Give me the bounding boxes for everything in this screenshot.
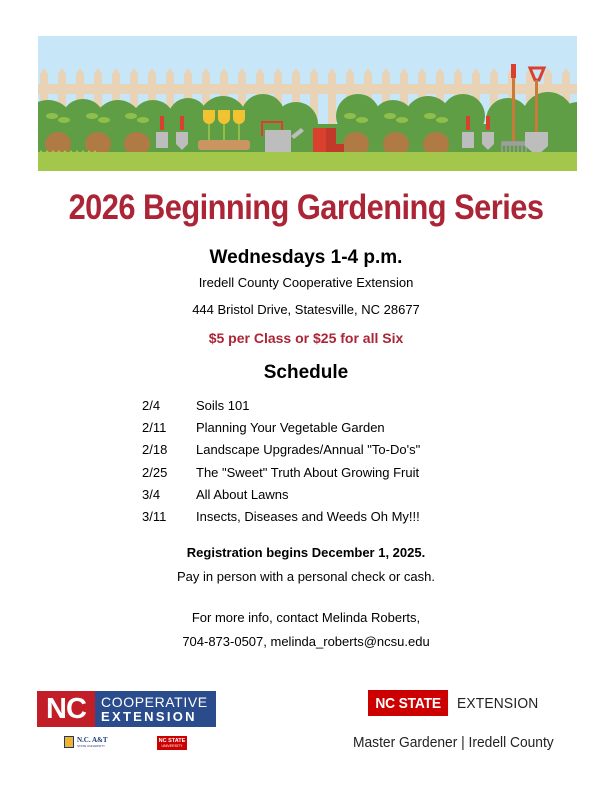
schedule-topic: Landscape Upgrades/Annual "To-Do's" <box>196 442 421 458</box>
schedule-topic: All About Lawns <box>196 486 289 502</box>
location-org: Iredell County Cooperative Extension <box>198 275 414 290</box>
schedule-item <box>142 416 482 438</box>
ncsu-small-line1: NC STATE <box>158 738 186 744</box>
schedule-date: 3/4 <box>142 486 161 502</box>
ncsu-small-line2: UNIVERSITY <box>161 744 183 748</box>
schedule-item <box>142 439 482 461</box>
extension-wordmark: EXTENSION <box>457 694 539 712</box>
price-info: $5 per Class or $25 for all Six <box>208 330 404 346</box>
schedule-date: 2/25 <box>142 464 168 480</box>
aggie-icon <box>64 736 74 748</box>
logo-cooperative-text: COOPERATIVE <box>101 693 208 710</box>
schedule-topic: Planning Your Vegetable Garden <box>196 419 385 435</box>
schedule-date: 2/18 <box>142 442 168 458</box>
payment-info: Pay in person with a personal check or cash. <box>177 569 435 584</box>
schedule-date: 2/4 <box>142 397 161 413</box>
nc-cooperative-extension-logo <box>37 691 216 727</box>
schedule-topic: The "Sweet" Truth About Growing Fruit <box>196 464 420 480</box>
nc-at-logo <box>64 736 108 748</box>
schedule-topic: Soils 101 <box>196 397 250 413</box>
aggie-name: N.C. A&T <box>77 735 108 744</box>
nc-state-extension-logo <box>368 690 546 716</box>
nc-state-university-logo <box>157 736 187 750</box>
contact-details: 704-873-0507, melinda_roberts@ncsu.edu <box>182 634 430 649</box>
class-time: Wednesdays 1-4 p.m. <box>209 247 403 268</box>
master-gardener-subtitle: Master Gardener | Iredell County <box>353 734 554 751</box>
garden-banner-illustration <box>38 36 577 171</box>
contact-name: For more info, contact Melinda Roberts, <box>191 610 421 625</box>
schedule-topic: Insects, Diseases and Weeds Oh My!!! <box>196 509 420 525</box>
schedule-heading: Schedule <box>263 362 349 383</box>
schedule-list <box>142 394 482 528</box>
schedule-item <box>142 461 482 483</box>
page-title: 2026 Beginning Gardening Series <box>68 188 544 227</box>
nc-mark: NC <box>37 691 95 727</box>
logo-extension-text: EXTENSION <box>101 708 197 724</box>
schedule-item <box>142 505 482 527</box>
schedule-item <box>142 394 482 416</box>
schedule-date: 3/11 <box>142 509 167 525</box>
nc-state-wordmark: NC STATE <box>368 690 448 716</box>
schedule-date: 2/11 <box>142 419 167 435</box>
location-address: 444 Bristol Drive, Statesville, NC 28677 <box>192 302 420 317</box>
registration-date: Registration begins December 1, 2025. <box>186 545 426 560</box>
schedule-item <box>142 483 482 505</box>
aggie-sub: STATE UNIVERSITY <box>77 743 106 748</box>
